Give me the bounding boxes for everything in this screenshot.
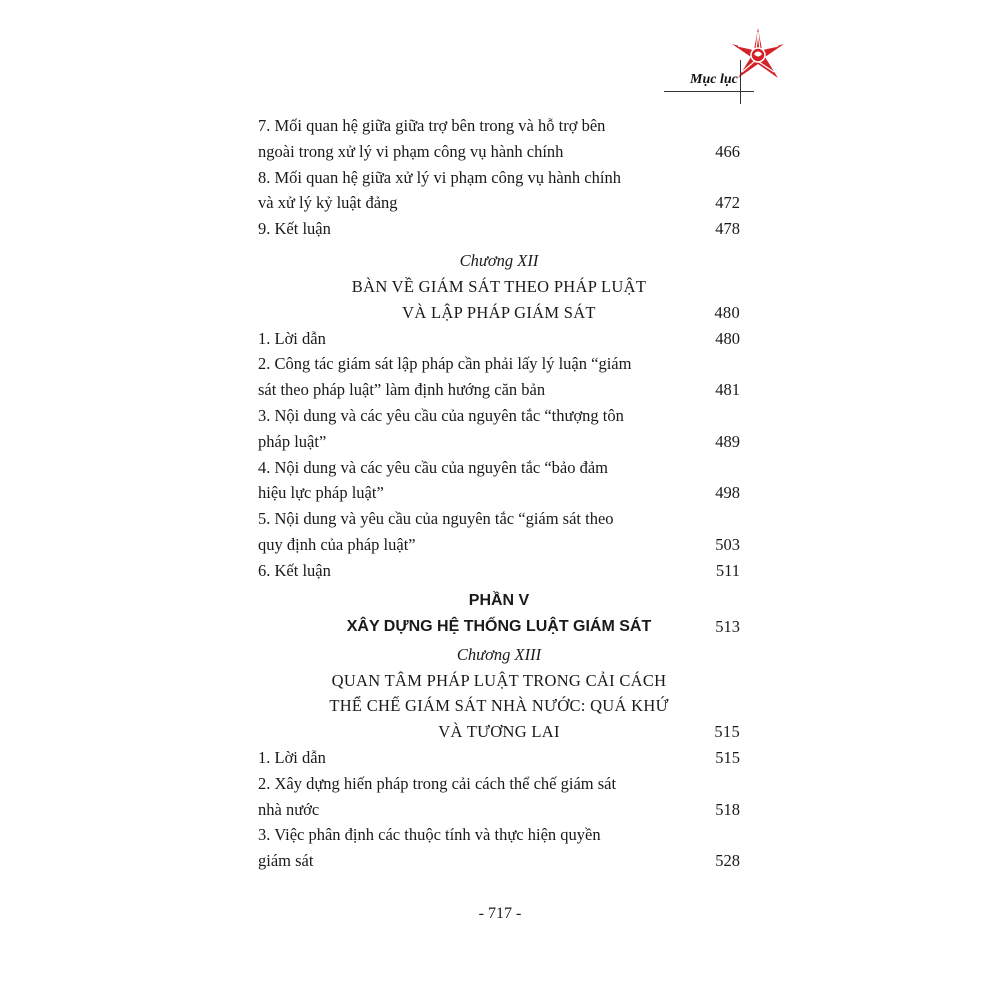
toc-page-number: 498: [715, 483, 740, 503]
toc-entry: [258, 403, 740, 455]
toc-entry: [258, 326, 740, 352]
page-number: - 717 -: [478, 905, 522, 922]
part-5-heading: [258, 614, 740, 640]
toc-entry: [258, 351, 740, 403]
toc-page-number: 466: [715, 141, 740, 161]
toc-page-number: 489: [715, 431, 740, 451]
toc-page-number: 511: [715, 560, 740, 580]
toc-entry-text: 8. Mối quan hệ giữa xử lý vi phạm công vụ hành chính: [258, 167, 621, 187]
toc-entry-8: [258, 165, 740, 217]
chapter-12-heading: [258, 274, 740, 326]
toc-entry-text: 1. Lời dẫn: [258, 328, 326, 348]
toc-entry-text: 2. Xây dựng hiến pháp trong cải cách thể chế giám sát: [258, 773, 617, 793]
toc-entry-text: 5. Nội dung và yêu cầu của nguyên tắc “giám sát theo: [258, 509, 614, 529]
toc-entry-text: và xử lý kỷ luật đảng: [258, 193, 398, 213]
toc-entry: [258, 558, 740, 584]
toc-page-number: 480: [715, 328, 740, 348]
chapter-title-line: BÀN VỀ GIÁM SÁT THEO PHÁP LUẬT: [351, 276, 647, 296]
toc-entry-text: 3. Nội dung và các yêu cầu của nguyên tắc “thượng tôn: [258, 405, 624, 425]
toc-entry-7: [258, 113, 740, 165]
toc-entry-text: 4. Nội dung và các yêu cầu của nguyên tắc “bảo đảm: [258, 457, 609, 477]
toc-entry-9: [258, 216, 740, 242]
toc-page-number: 481: [715, 380, 740, 400]
toc-entry-text: 6. Kết luận: [258, 560, 331, 580]
toc-entry-text: hiệu lực pháp luật”: [258, 483, 384, 503]
section-header-label: Mục lục: [690, 72, 738, 87]
toc-entry-text: sát theo pháp luật” làm định hướng căn bản: [258, 380, 546, 400]
toc-entry-text: nhà nước: [258, 799, 320, 819]
toc-page-number: 515: [715, 747, 740, 767]
chapter-13-label: Chương XIII: [456, 644, 542, 664]
header-rule-vertical: [740, 60, 741, 104]
table-of-contents: [258, 113, 740, 874]
toc-entry: [258, 822, 740, 874]
toc-page-number: 472: [715, 193, 740, 213]
toc-entry: [258, 771, 740, 823]
toc-entry-text: ngoài trong xử lý vi phạm công vụ hành chính: [258, 141, 564, 161]
chapter-12-label: Chương XII: [459, 250, 539, 270]
chapter-title-line: VÀ LẬP PHÁP GIÁM SÁT: [402, 302, 596, 322]
part-title: XÂY DỰNG HỆ THỐNG LUẬT GIÁM SÁT: [346, 617, 652, 635]
toc-page-number: 528: [715, 851, 740, 871]
toc-page-number: 518: [715, 799, 740, 819]
toc-page-number: 480: [714, 302, 740, 322]
chapter-title-line: THỂ CHẾ GIÁM SÁT NHÀ NƯỚC: QUÁ KHỨ: [329, 696, 669, 716]
toc-entry-text: quy định của pháp luật”: [258, 534, 416, 554]
toc-entry: [258, 455, 740, 507]
toc-page-number: 513: [715, 616, 740, 636]
toc-page-number: 503: [715, 534, 740, 554]
chapter-title-line: QUAN TÂM PHÁP LUẬT TRONG CẢI CÁCH: [331, 670, 667, 690]
chapter-13-heading: [258, 668, 740, 745]
toc-page-number: 515: [714, 722, 740, 742]
toc-entry-text: 7. Mối quan hệ giữa giữa trợ bên trong và hỗ trợ bên: [258, 116, 606, 135]
toc-entry: [258, 506, 740, 558]
toc-entry-text: 1. Lời dẫn: [258, 747, 326, 767]
toc-entry-text: 3. Việc phân định các thuộc tính và thực hiện quyền: [258, 825, 601, 845]
toc-entry-text: giám sát: [258, 851, 314, 871]
part-5-label: PHẦN V: [468, 591, 530, 609]
chapter-title-line: VÀ TƯƠNG LAI: [438, 722, 560, 742]
toc-page-number: 478: [715, 219, 740, 239]
toc-entry-text: 2. Công tác giám sát lập pháp cần phải lấy lý luận “giám: [258, 354, 632, 374]
toc-entry-text: 9. Kết luận: [258, 219, 331, 239]
toc-entry: [258, 745, 740, 771]
toc-entry-text: pháp luật”: [258, 431, 327, 451]
